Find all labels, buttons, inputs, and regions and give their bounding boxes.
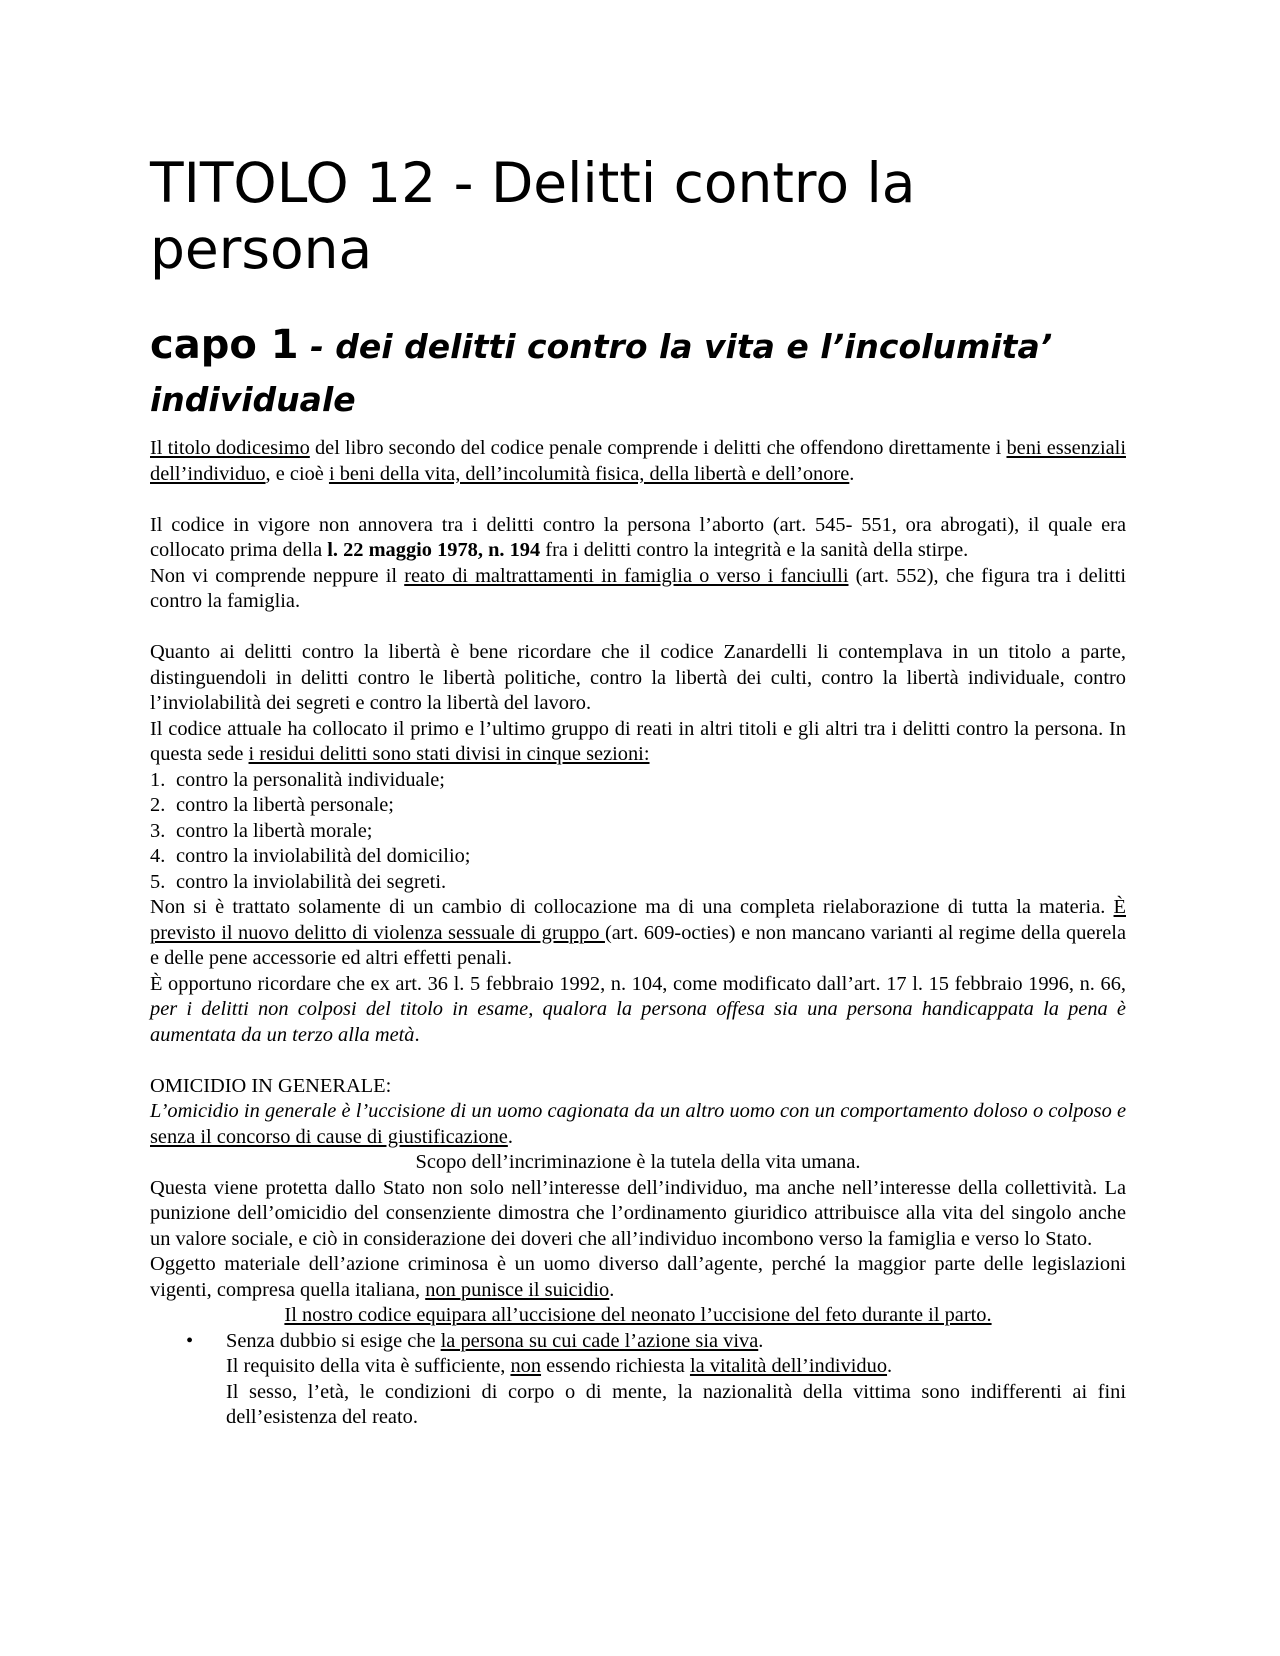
list-item-text: contro la personalità individuale; [176, 768, 445, 791]
list-item [150, 768, 1126, 794]
list-item [150, 844, 1126, 870]
tutela-paragraph: Questa viene protetta dallo Stato non solo nell’interesse dell’individuo, ma anche nell’interesse della collettività. La punizione dell’omicidio del consenziente dimostra che l’ordinamento giuridico attribuisce alla vita del singolo anche un valore sociale, e ciò in considerazione dei doveri che all’individuo incombono verso la famiglia e verso lo Stato. [150, 1176, 1126, 1250]
underlined-text: Il nostro codice equipara all’uccisione del neonato l’uccisione del feto durante il parto. [284, 1304, 992, 1326]
paragraph-text: (art. 609-octies) e non mancano varianti al regime della querela e delle pene accessorie ed altri effetti penali. [150, 921, 1127, 969]
underlined-text: beni essenziali dell’individuo [150, 437, 1126, 485]
rielaborazione-paragraph [150, 895, 1126, 972]
spacer [150, 615, 1126, 641]
paragraph-text: Senza dubbio si esige che [226, 1329, 441, 1352]
paragraph-text: Oggetto materiale dell’azione criminosa è un uomo diverso dall’agente, perché la maggior parte delle legislazioni vigenti, compresa quella italiana, [150, 1253, 1126, 1301]
section-heading-omicidio [150, 1074, 1126, 1100]
paragraph-text: . [414, 1023, 420, 1046]
section-heading: OMICIDIO IN GENERALE [150, 1074, 386, 1097]
chapter-heading [150, 320, 1126, 428]
underlined-text: i beni della vita, dell’incolumità fisica, della libertà e dell’onore [328, 462, 850, 485]
intro-paragraph [150, 436, 1126, 487]
paragraph-text: Il requisito della vita è sufficiente, [226, 1355, 511, 1377]
paragraph-text: . [887, 1355, 893, 1377]
chapter-subtitle: dei delitti contro la vita e l’incolumita’ individuale [150, 327, 1053, 419]
paragraph-text: È opportuno ricordare che ex art. 36 l. 5 febbraio 1992, n. 104, come modificato dall’art. 17 l. 15 febbraio 1996, n. 66, [150, 972, 1126, 995]
chapter-label: capo 1 [150, 322, 299, 368]
underlined-text: senza il concorso di cause di giustificazione [150, 1125, 508, 1148]
bullet-line-1 [226, 1329, 1126, 1355]
paragraph-text: Il codice in vigore non annovera tra i delitti contro la persona l’aborto (art. 545- 551, ora abrogati), il quale era collocato prima della [150, 513, 1126, 561]
list-item-text: contro la libertà personale; [176, 794, 394, 816]
list-item [150, 819, 1126, 845]
page-title: TITOLO 12 - Delitti contro la persona [150, 151, 916, 281]
underlined-text: reato di maltrattamenti in famiglia o verso i fanciulli [404, 564, 849, 587]
omicidio-definition [150, 1099, 1126, 1150]
list-number: 1. [150, 768, 166, 791]
paragraph-text: . [758, 1329, 764, 1352]
chapter-separator: - [298, 327, 336, 366]
paragraph-text: . [507, 1125, 513, 1148]
paragraph-text: (art. 552), che figura tra i delitti contro la famiglia. [150, 564, 1126, 612]
document-body [150, 436, 1126, 1431]
list-item [150, 870, 1126, 896]
bullet-item [150, 1329, 1126, 1431]
oggetto-paragraph [150, 1252, 1126, 1303]
handicap-paragraph [150, 972, 1126, 1049]
bold-text: l. 22 maggio 1978, n. 194 [327, 539, 541, 561]
underlined-text: i residui delitti sono stati divisi in cinque sezioni: [248, 743, 650, 765]
list-item [150, 793, 1126, 819]
underlined-text: non [510, 1355, 542, 1377]
heading-colon: : [385, 1074, 392, 1097]
paragraph-text: . [609, 1278, 615, 1301]
maltrattamenti-paragraph [150, 564, 1126, 615]
spacer [150, 487, 1126, 513]
list-number: 2. [150, 794, 166, 816]
liberta-paragraph: Quanto ai delitti contro la libertà è bene ricordare che il codice Zanardelli li contemplava in un titolo a parte, distinguendoli in delitti contro le libertà politiche, contro la libertà dei culti, contro la libertà individuale, contro l’inviolabilità dei segreti e contro la libertà del lavoro. [150, 641, 1126, 714]
list-item-text: contro la inviolabilità dei segreti. [176, 870, 447, 893]
paragraph-text: , e cioè [265, 462, 329, 485]
list-item-text: contro la inviolabilità del domicilio; [176, 845, 471, 867]
codice-attuale-paragraph [150, 717, 1126, 768]
underlined-text: la persona su cui cade l’azione sia viva [440, 1329, 759, 1352]
paragraph-text: . [849, 462, 855, 485]
spacer [150, 1048, 1126, 1074]
bullet-line-2 [226, 1354, 1126, 1380]
paragraph-text: essendo richiesta [541, 1355, 690, 1377]
underlined-text: non punisce il suicidio [425, 1278, 610, 1301]
paragraph-text: Non si è trattato solamente di un cambio di collocazione ma di una completa rielaborazione di tutta la materia. [150, 896, 1114, 918]
sezioni-list [150, 768, 1126, 896]
paragraph-text: fra i delitti contro la integrità e la sanità della stirpe. [540, 539, 969, 561]
list-number: 3. [150, 819, 166, 842]
italic-text: per i delitti non colposi del titolo in esame, qualora la persona offesa sia una persona handicappata la pena è aumentata da un terzo alla metà [150, 998, 1126, 1046]
paragraph-text: Non vi comprende neppure il [150, 564, 405, 587]
scopo-line: Scopo dell’incriminazione è la tutela della vita umana. [415, 1151, 861, 1173]
bullet-line-3: Il sesso, l’età, le condizioni di corpo o di mente, la nazionalità della vittima sono indifferenti ai fini dell’esistenza del reato. [226, 1380, 1126, 1428]
feto-line [150, 1303, 1126, 1329]
paragraph-text: del libro secondo del codice penale comprende i delitti che offendono direttamente i [309, 437, 1007, 459]
paragraph-text: Il codice attuale ha collocato il primo e l’ultimo gruppo di reati in altri titoli e gli altri tra i delitti contro la persona. In questa sede [150, 717, 1126, 765]
underlined-text: Il titolo dodicesimo [150, 437, 310, 459]
aborto-paragraph [150, 513, 1126, 564]
list-number: 5. [150, 870, 166, 893]
underlined-text: È previsto il nuovo delitto di violenza sessuale di gruppo [150, 896, 1126, 944]
list-item-text: contro la libertà morale; [176, 819, 373, 842]
italic-text: L’omicidio in generale è l’uccisione di un uomo cagionata da un altro uomo con un comportamento doloso o colposo e [150, 1100, 1126, 1122]
underlined-text: la vitalità dell’individuo [689, 1355, 888, 1377]
list-number: 4. [150, 845, 166, 867]
bullet-icon: • [186, 1329, 194, 1352]
